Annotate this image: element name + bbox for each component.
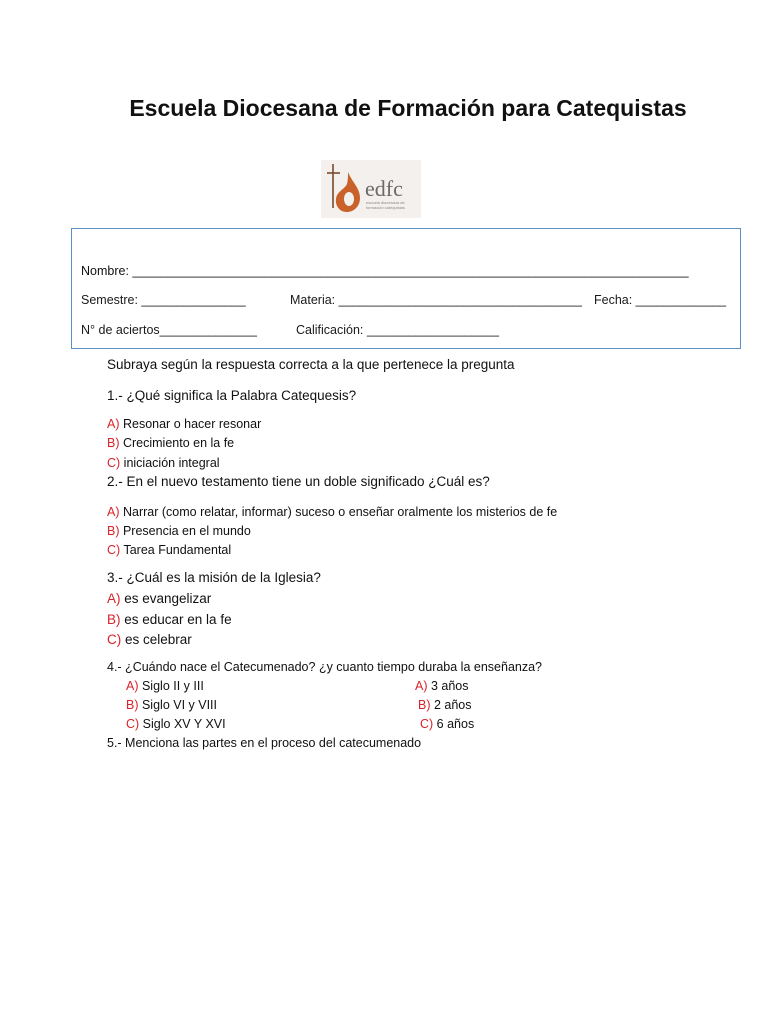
edfc-logo <box>321 160 421 218</box>
option-letter: A) <box>415 679 428 693</box>
option-letter: A) <box>107 591 121 606</box>
option-text: Presencia en el mundo <box>119 524 251 538</box>
q4-right-option-b[interactable] <box>418 698 472 712</box>
q4-right-option-a[interactable] <box>415 679 469 693</box>
q3-option-a[interactable] <box>107 591 211 606</box>
edfc-logo-icon <box>321 160 421 218</box>
option-text: Resonar o hacer resonar <box>119 417 262 431</box>
question-5: 5.- Menciona las partes en el proceso del catecumenado <box>107 736 422 750</box>
option-letter: C) <box>107 543 121 557</box>
option-letter: C) <box>107 632 122 647</box>
option-letter: C) <box>126 717 140 731</box>
option-text: es celebrar <box>121 632 192 647</box>
q4-left-option-a[interactable] <box>126 679 204 693</box>
question-1: 1.- ¿Qué significa la Palabra Catequesis? <box>107 388 357 403</box>
q2-option-a[interactable] <box>107 505 557 519</box>
instruction-text: Subraya según la respuesta correcta a la que pertenece la pregunta <box>107 357 515 372</box>
fecha-field[interactable]: Fecha: _____________ <box>594 293 727 307</box>
question-4: 4.- ¿Cuándo nace el Catecumenado? ¿y cuanto tiempo duraba la enseñanza? <box>107 660 543 674</box>
option-text: Siglo II y III <box>138 679 204 693</box>
q3-option-c[interactable] <box>107 632 192 647</box>
option-text: es educar en la fe <box>120 612 232 627</box>
q1-option-c[interactable] <box>107 456 220 470</box>
svg-text:edfc: edfc <box>365 176 403 201</box>
aciertos-field[interactable]: N° de aciertos______________ <box>81 323 257 337</box>
option-text: 2 años <box>430 698 472 712</box>
calificacion-field[interactable]: Calificación: ___________________ <box>296 323 499 337</box>
svg-text:escuela diocesana de: escuela diocesana de <box>366 200 405 205</box>
option-text: Tarea Fundamental <box>120 543 232 557</box>
option-text: Crecimiento en la fe <box>119 436 235 450</box>
q4-right-option-c[interactable] <box>420 717 474 731</box>
svg-text:formación catequistas: formación catequistas <box>366 205 405 210</box>
option-text: Narrar (como relatar, informar) suceso o enseñar oralmente los misterios de fe <box>119 505 558 519</box>
option-letter: B) <box>107 436 120 450</box>
question-3: 3.- ¿Cuál es la misión de la Iglesia? <box>107 570 321 585</box>
document-title: Escuela Diocesana de Formación para Catequistas <box>129 95 687 121</box>
option-text: iniciación integral <box>120 456 220 470</box>
option-letter: B) <box>107 612 121 627</box>
option-letter: B) <box>126 698 139 712</box>
option-text: es evangelizar <box>120 591 212 606</box>
q4-left-option-b[interactable] <box>126 698 217 712</box>
option-text: 6 años <box>433 717 475 731</box>
semestre-field[interactable]: Semestre: _______________ <box>81 293 246 307</box>
option-letter: C) <box>107 456 121 470</box>
option-letter: B) <box>107 524 120 538</box>
option-text: 3 años <box>427 679 469 693</box>
option-text: Siglo XV Y XVI <box>139 717 226 731</box>
option-letter: C) <box>420 717 434 731</box>
q3-option-b[interactable] <box>107 612 232 627</box>
q2-option-c[interactable] <box>107 543 231 557</box>
materia-field[interactable]: Materia: ___________________________________ <box>290 293 582 307</box>
option-text: Siglo VI y VIII <box>138 698 218 712</box>
student-info-box <box>71 228 741 349</box>
option-letter: A) <box>126 679 139 693</box>
option-letter: B) <box>418 698 431 712</box>
q1-option-b[interactable] <box>107 436 234 450</box>
q1-option-a[interactable] <box>107 417 261 431</box>
option-letter: A) <box>107 505 120 519</box>
q4-left-option-c[interactable] <box>126 717 226 731</box>
option-letter: A) <box>107 417 120 431</box>
question-2: 2.- En el nuevo testamento tiene un doble significado ¿Cuál es? <box>107 474 490 489</box>
q2-option-b[interactable] <box>107 524 251 538</box>
nombre-field[interactable]: Nombre: ________________________________________________________________________________ <box>81 264 689 278</box>
